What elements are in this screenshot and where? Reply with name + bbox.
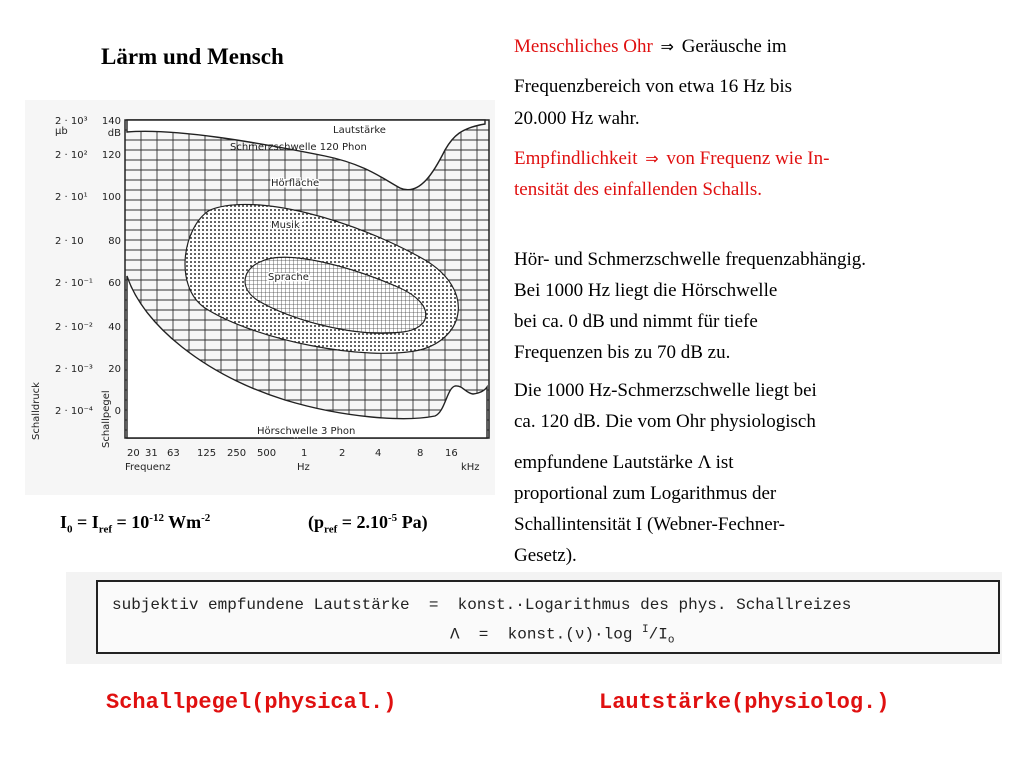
formula-box-scan	[66, 572, 1002, 664]
x-tick-label: 1	[301, 448, 308, 459]
formula-unit: Pa)	[397, 512, 428, 532]
x-unit-frequenz: Frequenz	[125, 462, 171, 473]
formula-sub: ref	[324, 523, 338, 536]
text-line: 20.000 Hz wahr.	[514, 108, 640, 129]
text-line: Die 1000 Hz-Schmerzschwelle liegt bei	[514, 380, 817, 401]
y-tick-label-pressure: μb	[55, 126, 68, 137]
paragraph-thresholds	[514, 247, 1004, 366]
text-line: Gesetz).	[514, 545, 577, 566]
formula-row-text: subjektiv empfundene Lautstärke = konst.·Logarithmus des phys. Schallreizes	[112, 596, 852, 614]
text-black: Geräusche im	[681, 36, 787, 57]
x-tick-label: 31	[145, 448, 158, 459]
y-tick-label-db: 60	[108, 278, 121, 289]
x-tick-label: 16	[445, 448, 458, 459]
text-line-red	[514, 146, 1004, 172]
pressure-reference-formula	[308, 512, 428, 536]
formula-exp: -2	[201, 512, 211, 524]
formula-i: I	[642, 624, 649, 636]
text-line	[514, 34, 1004, 60]
y-tick-label-db: 140	[101, 116, 121, 127]
formula-lhs: Λ = konst.(ν)·log	[450, 625, 643, 644]
arrow-icon: ⇒	[660, 37, 674, 56]
formula-slash: /	[648, 625, 659, 644]
text-line: Frequenzbereich von etwa 16 Hz bis	[514, 76, 793, 97]
text-red: Empfindlichkeit	[514, 148, 638, 169]
x-tick-label: 8	[417, 448, 424, 459]
y-tick-label-pressure: 2 · 10⁻³	[55, 364, 93, 375]
formula-row-math	[450, 624, 674, 647]
formula-sub: 0	[67, 523, 73, 536]
x-tick-label: 250	[227, 448, 247, 459]
schallpegel-caption: Schallpegel(physical.)	[106, 690, 397, 715]
y-tick-label-db: 100	[101, 192, 121, 203]
y-tick-label-pressure: 2 · 10²	[55, 150, 88, 161]
x-tick-label: 500	[257, 448, 277, 459]
formula-i0: I	[658, 625, 668, 644]
formula-eq: = 2.10	[337, 512, 389, 532]
schallpegel-axis-label: Schallpegel	[101, 390, 112, 448]
formula-sub: o	[667, 634, 675, 647]
text-line: Schallintensität I (Webner-Fechner-	[514, 514, 785, 535]
paragraph-loudness	[514, 450, 1004, 569]
x-tick-label: 63	[167, 448, 180, 459]
y-tick-label-pressure: 2 · 10⁻¹	[55, 278, 93, 289]
formula-eq: = I	[72, 512, 99, 532]
lautstaerke-caption: Lautstärke(physiolog.)	[599, 690, 890, 715]
formula-unit: Wm	[163, 512, 202, 532]
text-line: Frequenzen bis zu 70 dB zu.	[514, 342, 731, 363]
formula-sub: ref	[98, 523, 113, 536]
y-tick-label-db: 40	[108, 322, 121, 333]
weber-fechner-formula-box	[96, 580, 1000, 654]
y-tick-label-pressure: 2 · 10⁻⁴	[55, 406, 93, 417]
text-line: ca. 120 dB. Die vom Ohr physiologisch	[514, 411, 816, 432]
arrow-icon: ⇒	[645, 149, 659, 168]
lautstaerke-label: Lautstärke	[333, 125, 386, 136]
formula-exp: -5	[388, 512, 398, 524]
formula-exp: -12	[149, 512, 164, 524]
y-tick-label-db: 20	[108, 364, 121, 375]
text-line: empfundene Lautstärke Λ ist	[514, 452, 734, 473]
text-line: Hör- und Schmerzschwelle frequenzabhängig.	[514, 249, 867, 270]
text-line: Bei 1000 Hz liegt die Hörschwelle	[514, 280, 778, 301]
intensity-reference-formula	[60, 512, 210, 536]
x-tick-label: 4	[375, 448, 382, 459]
text-red: Menschliches Ohr	[514, 36, 653, 57]
y-tick-label-db: 0	[114, 406, 121, 417]
paragraph-pain	[514, 378, 1004, 435]
hearing-area-chart	[25, 100, 495, 495]
hoerschwelle-label: Hörschwelle 3 Phon	[257, 426, 356, 437]
x-unit-khz: kHz	[461, 462, 480, 473]
schmerzschwelle-label: Schmerzschwelle 120 Phon	[230, 142, 367, 153]
formula-p: (p	[308, 512, 325, 532]
schalldruck-axis-label: Schalldruck	[31, 382, 42, 440]
hoerflaeche-label: Hörfläche	[271, 178, 320, 189]
sprache-label: Sprache	[268, 272, 309, 283]
page-title: Lärm und Mensch	[101, 44, 284, 69]
text-red: von Frequenz wie In-	[666, 148, 830, 169]
y-tick-label-db: 120	[101, 150, 121, 161]
x-tick-label: 20	[127, 448, 140, 459]
formula-eq: = 10	[112, 512, 150, 532]
x-unit-hz: Hz	[297, 462, 310, 473]
text-line: bei ca. 0 dB und nimmt für tiefe	[514, 311, 758, 332]
y-tick-label-pressure: 2 · 10	[55, 236, 84, 247]
y-tick-label-pressure: 2 · 10¹	[55, 192, 88, 203]
y-tick-label-pressure: 2 · 10³	[55, 116, 88, 127]
x-tick-label: 2	[339, 448, 346, 459]
y-tick-label-pressure: 2 · 10⁻²	[55, 322, 93, 333]
y-tick-label-db: 80	[108, 236, 121, 247]
x-tick-label: 125	[197, 448, 217, 459]
text-line-red: tensität des einfallenden Schalls.	[514, 179, 762, 200]
text-line: proportional zum Logarithmus der	[514, 483, 777, 504]
musik-label: Musik	[271, 220, 300, 231]
formula-i: I	[60, 512, 68, 532]
y-tick-label-db: dB	[107, 128, 121, 139]
